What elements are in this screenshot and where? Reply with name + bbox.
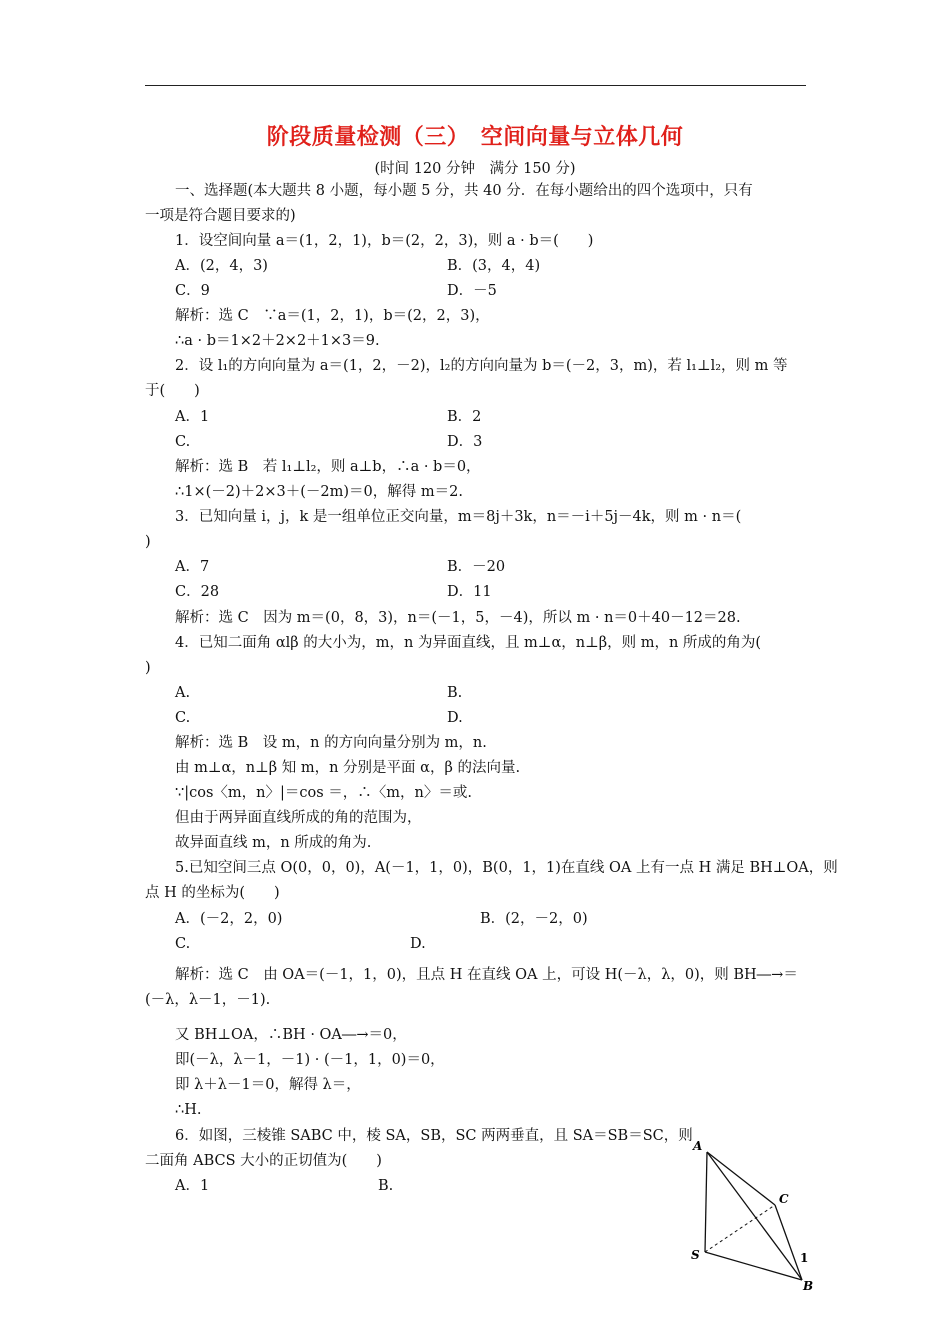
label-a: A (693, 1139, 703, 1153)
page-title: 阶段质量检测（三） 空间向量与立体几何 (266, 124, 684, 150)
text-line: 又 BH⊥OA，∴BH · OA―→＝0， (175, 1027, 407, 1043)
text-line: 2．设 l₁的方向向量为 a＝(1，2，－2)，l₂的方向向量为 b＝(－2，3，m)，若 l₁⊥l₂，则 m 等 (175, 358, 788, 374)
text-line: 1．设空间向量 a＝(1，2，1)，b＝(2，2，3)，则 a · b＝( ) (175, 233, 594, 249)
text-line: A. (175, 685, 191, 701)
text-line: 故异面直线 m，n 所成的角为. (175, 835, 372, 851)
label-c: C (779, 1192, 789, 1206)
text-line: C. (175, 434, 191, 450)
text-line: 解析：选 B 若 l₁⊥l₂，则 a⊥b，∴a · b＝0， (175, 459, 481, 475)
text-line: D. (447, 710, 463, 726)
text-line: 即(－λ，λ－1，－1) · (－1，1，0)＝0， (175, 1052, 445, 1068)
text-line: 于( ) (145, 383, 200, 399)
text-line: B．2 (447, 409, 482, 425)
text-line: D．－5 (447, 283, 497, 299)
edge-sb (705, 1252, 802, 1280)
text-line: A．(2，4，3) (175, 258, 268, 274)
text-line: 解析：选 C ∵a＝(1，2，1)，b＝(2，2，3)， (175, 308, 490, 324)
text-line: ) (145, 660, 151, 676)
text-line: C．9 (175, 283, 210, 299)
text-line: C. (175, 936, 191, 952)
text-line: 即 λ＋λ－1＝0，解得 λ＝， (175, 1077, 361, 1093)
text-line: D．3 (447, 434, 483, 450)
edge-sa (705, 1152, 707, 1252)
text-line: 解析：选 C 由 OA＝(－1，1，0)，且点 H 在直线 OA 上，可设 H(－λ，λ，0)，则 BH―→＝ (175, 967, 798, 983)
text-line: ∵|cos〈m，n〉|＝cos ＝，∴〈m，n〉＝或. (175, 785, 472, 801)
label-one: 1 (800, 1251, 809, 1265)
text-line: B. (447, 685, 463, 701)
text-line: 6．如图，三棱锥 SABC 中，棱 SA，SB，SC 两两垂直，且 SA＝SB＝SC，则 (175, 1128, 693, 1144)
text-line: 解析：选 B 设 m，n 的方向向量分别为 m，n. (175, 735, 487, 751)
text-line: C. (175, 710, 191, 726)
edge-ab (707, 1152, 802, 1280)
text-line: (－λ，λ－1，－1). (145, 992, 271, 1008)
text-line: 3．已知向量 i，j，k 是一组单位正交向量，m＝8j＋3k，n＝－i＋5j－4k，则 m · n＝( (175, 509, 742, 525)
label-b: B (803, 1279, 814, 1292)
text-line: A．1 (175, 409, 210, 425)
text-line: C．28 (175, 584, 220, 600)
text-line: B．(2，－2，0) (480, 911, 588, 927)
pyramid-figure (685, 1132, 820, 1292)
text-line: D. (410, 936, 426, 952)
text-line: ) (145, 534, 151, 550)
text-line: 点 H 的坐标为( ) (145, 885, 280, 901)
text-line: ∴a · b＝1×2＋2×2＋1×3＝9. (175, 333, 380, 349)
text-line: B. (378, 1178, 394, 1194)
text-line: 但由于两异面直线所成的角的范围为， (175, 810, 422, 826)
text-line: 解析：选 C 因为 m＝(0，8，3)，n＝(－1，5，－4)，所以 m · n＝0＋40－12＝28. (175, 610, 741, 626)
top-rule (145, 85, 806, 86)
text-line: 4．已知二面角 αlβ 的大小为，m，n 为异面直线，且 m⊥α，n⊥β，则 m，n 所成的角为( (175, 635, 762, 651)
text-line: 5.已知空间三点 O(0，0，0)，A(－1，1，0)，B(0，1，1)在直线 OA 上有一点 H 满足 BH⊥OA，则 (175, 860, 838, 876)
text-line: A．1 (175, 1178, 210, 1194)
text-line: 由 m⊥α，n⊥β 知 m，n 分别是平面 α，β 的法向量. (175, 760, 521, 776)
page-subtitle: (时间 120 分钟 满分 150 分) (374, 161, 576, 177)
text-line: A．(－2，2，0) (175, 911, 283, 927)
text-line: B．－20 (447, 559, 506, 575)
text-line: B．(3，4，4) (447, 258, 541, 274)
text-line: A．7 (175, 559, 210, 575)
label-s: S (691, 1248, 700, 1262)
text-line: ∴H. (175, 1102, 202, 1118)
edge-cb (775, 1205, 802, 1280)
text-line: 一项是符合题目要求的) (145, 208, 296, 224)
text-line: ∴1×(－2)＋2×3＋(－2m)＝0，解得 m＝2. (175, 484, 463, 500)
text-line: 一、选择题(本大题共 8 小题，每小题 5 分，共 40 分．在每小题给出的四个选项中，只有 (175, 183, 753, 199)
text-line: D．11 (447, 584, 492, 600)
text-line: 二面角 ABCS 大小的正切值为( ) (145, 1153, 382, 1169)
